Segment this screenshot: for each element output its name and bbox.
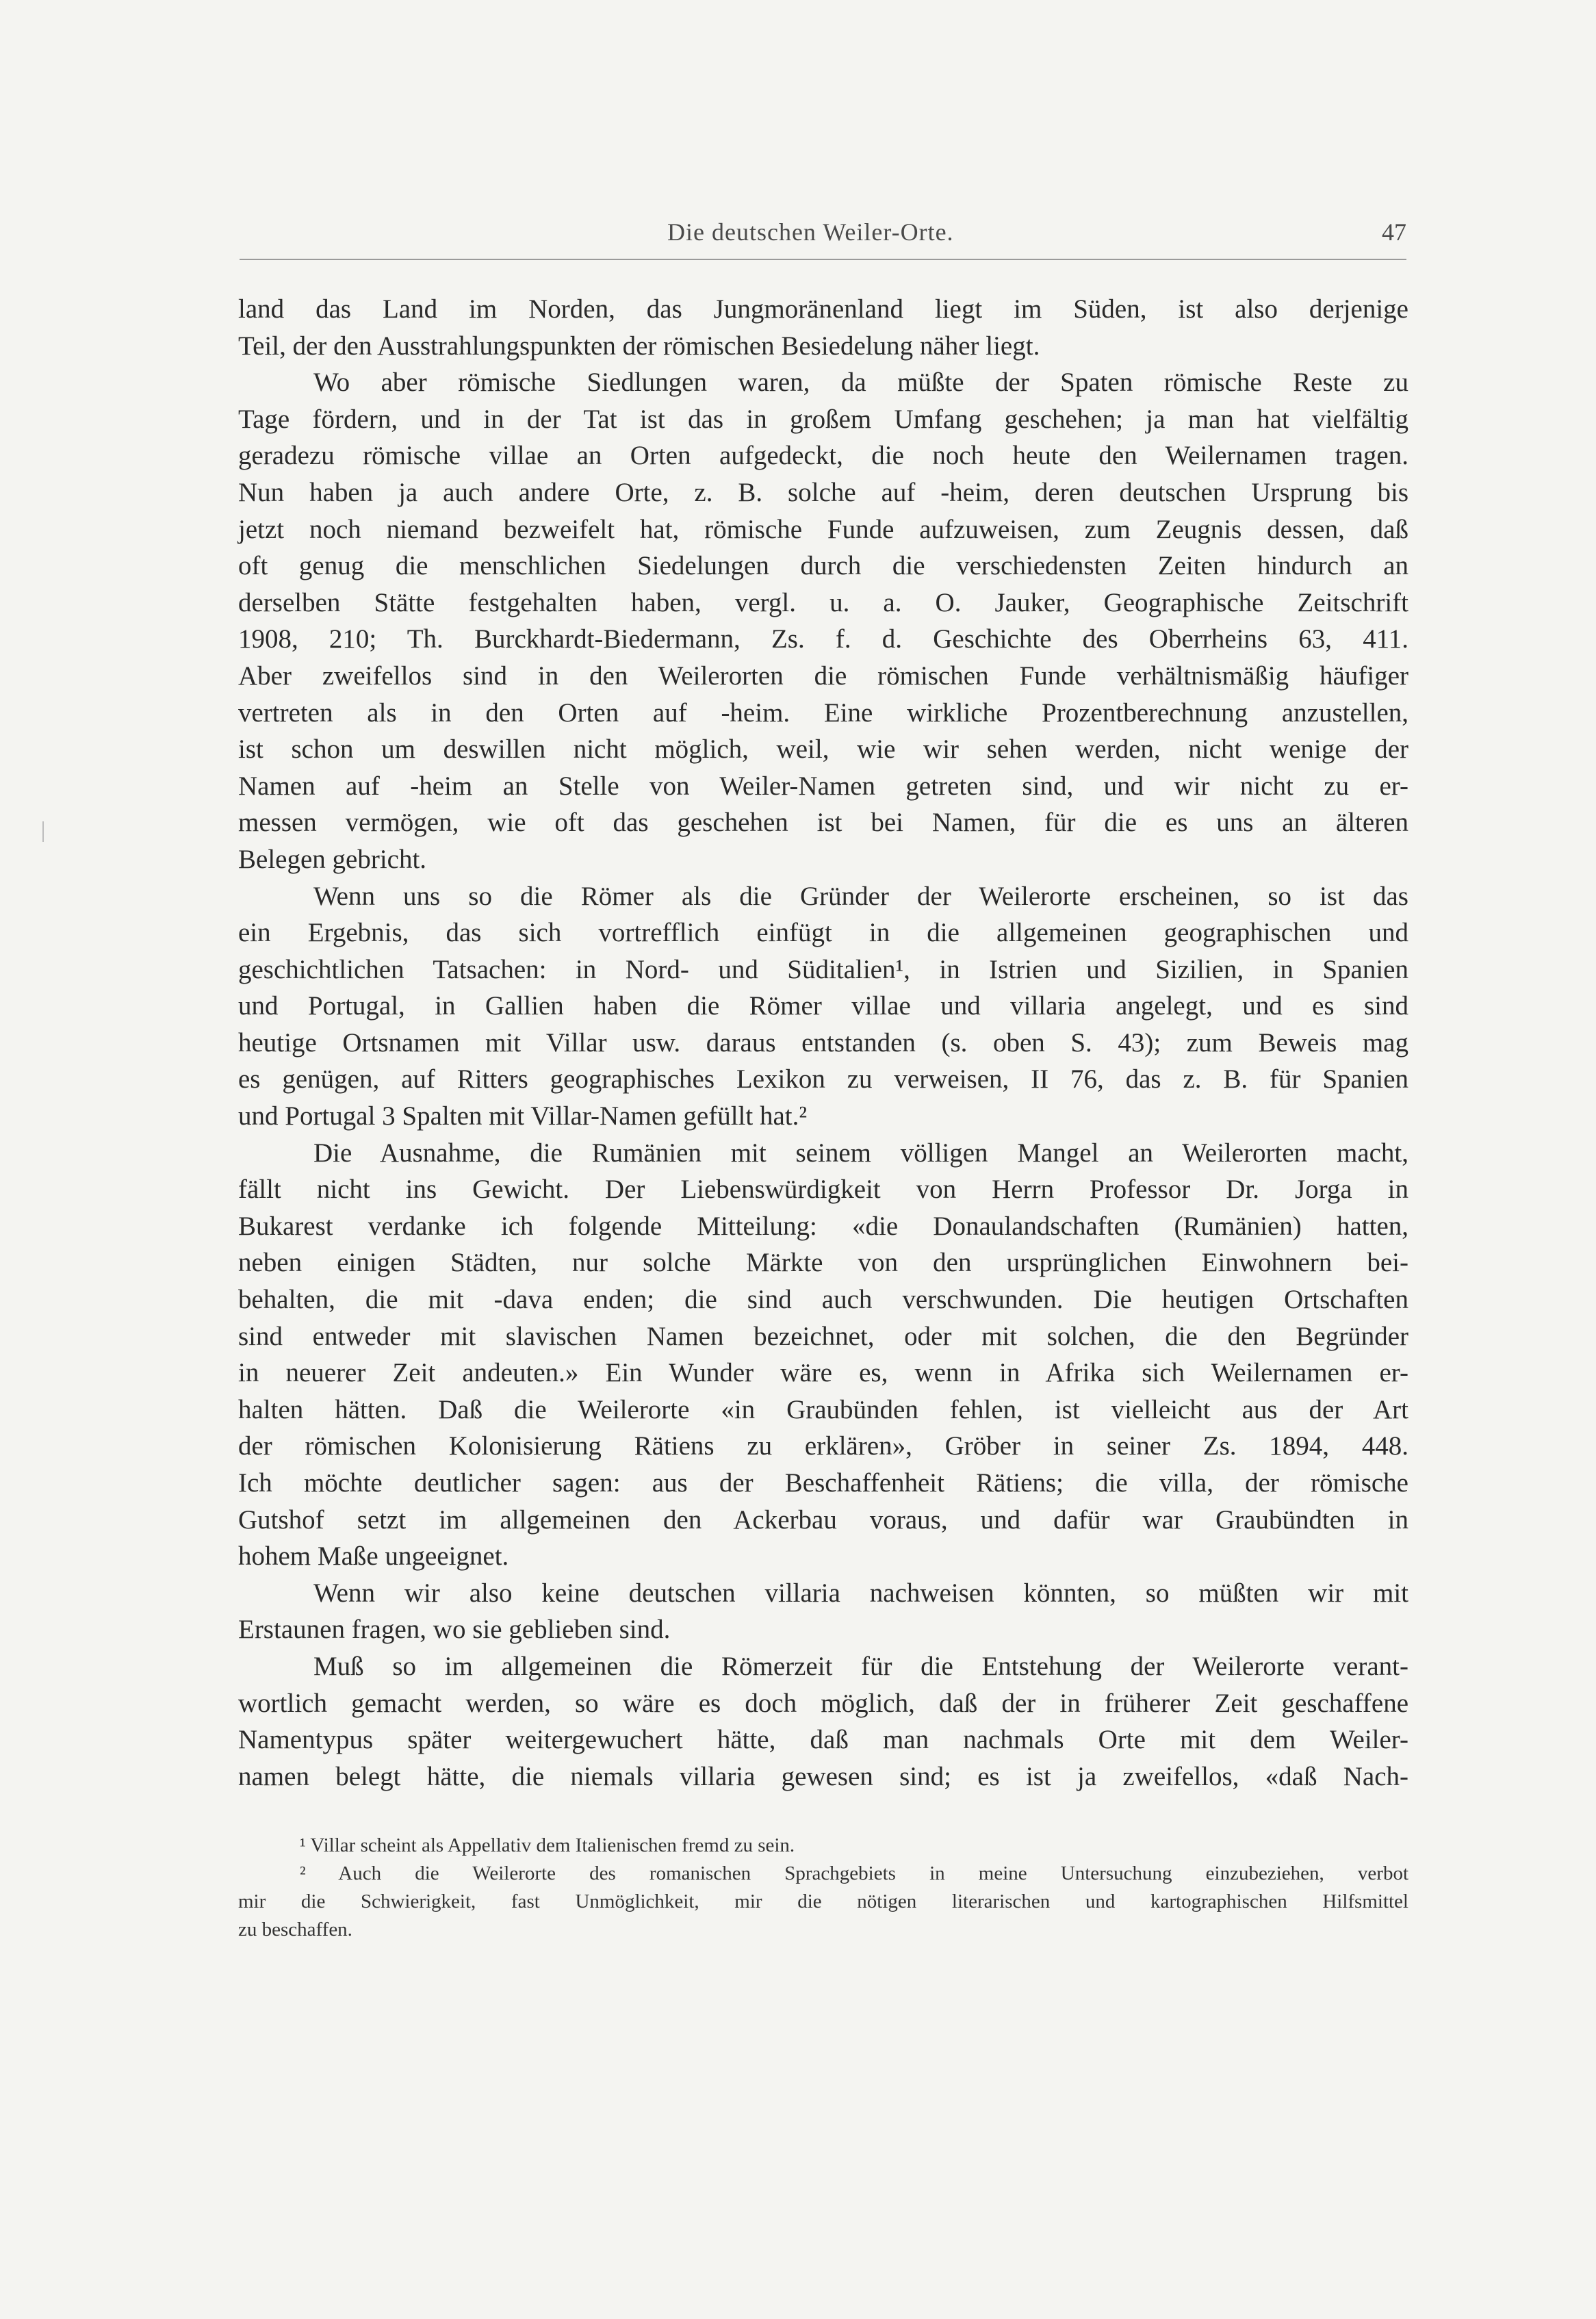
- text-line: neben einigen Städten, nur solche Märkte von den ursprünglichen Einwohnern bei-: [238, 1248, 1408, 1278]
- text-line: ein Ergebnis, das sich vortrefflich einfügt in die allgemeinen geographischen und: [238, 918, 1408, 948]
- text-line: Wenn wir also keine deutschen villaria nachweisen könnten, so müßten wir mit: [313, 1578, 1408, 1608]
- text-line: geradezu römische villae an Orten aufgedeckt, die noch heute den Weilernamen tragen.: [238, 441, 1408, 471]
- text-line: hohem Maße ungeeignet.: [238, 1541, 509, 1572]
- text-line: Wenn uns so die Römer als die Gründer der Weilerorte erscheinen, so ist das: [313, 881, 1408, 911]
- footnote: ² Auch die Weilerorte des romanischen Sprachgebiets in meine Untersuchung einzubeziehen, verbot: [300, 1862, 1408, 1884]
- margin-mark: [42, 821, 44, 842]
- text-line: derselben Stätte festgehalten haben, vergl. u. a. O. Jauker, Geographische Zeitschrift: [238, 587, 1408, 617]
- text-line: heutige Ortsnamen mit Villar usw. daraus entstanden (s. oben S. 43); zum Beweis mag: [238, 1027, 1408, 1058]
- text-line: Tage fördern, und in der Tat ist das in großem Umfang geschehen; ja man hat vielfältig: [238, 404, 1408, 434]
- text-line: ist schon um deswillen nicht möglich, weil, wie wir sehen werden, nicht wenige der: [238, 734, 1408, 765]
- text-line: Erstaunen fragen, wo sie geblieben sind.: [238, 1615, 671, 1645]
- running-head: [240, 218, 1406, 260]
- body-text: [238, 291, 1408, 1795]
- footnotes: [238, 1832, 1408, 1944]
- text-line: sind entweder mit slavischen Namen bezeichnet, oder mit solchen, die den Begründer: [238, 1321, 1408, 1351]
- text-line: Nun haben ja auch andere Orte, z. B. solche auf -heim, deren deutschen Ursprung bis: [238, 477, 1408, 507]
- page-number: 47: [1382, 218, 1406, 246]
- text-line: oft genug die menschlichen Siedelungen durch die verschiedensten Zeiten hindurch an: [238, 551, 1408, 581]
- text-line: und Portugal, in Gallien haben die Römer villae und villaria angelegt, und es sind: [238, 991, 1408, 1021]
- text-line: jetzt noch niemand bezweifelt hat, römische Funde aufzuweisen, zum Zeugnis dessen, daß: [238, 514, 1408, 544]
- text-line: fällt nicht ins Gewicht. Der Liebenswürdigkeit von Herrn Professor Dr. Jorga in: [238, 1175, 1408, 1205]
- text-line: Bukarest verdanke ich folgende Mitteilung: «die Donaulandschaften (Rumänien) hatten,: [238, 1211, 1408, 1241]
- text-line: namen belegt hätte, die niemals villaria gewesen sind; es ist ja zweifellos, «daß Nach-: [238, 1761, 1408, 1791]
- text-line: Muß so im allgemeinen die Römerzeit für die Entstehung der Weilerorte verant-: [313, 1651, 1408, 1681]
- text-line: Die Ausnahme, die Rumänien mit seinem völligen Mangel an Weilerorten macht,: [313, 1138, 1408, 1168]
- text-line: Belegen gebricht.: [238, 844, 427, 874]
- text-line: vertreten als in den Orten auf -heim. Eine wirkliche Prozentberechnung anzustellen,: [238, 697, 1408, 728]
- text-line: halten hätten. Daß die Weilerorte «in Graubünden fehlen, ist vielleicht aus der Art: [238, 1394, 1408, 1424]
- text-line: es genügen, auf Ritters geographisches Lexikon zu verweisen, II 76, das z. B. für Spanien: [238, 1064, 1408, 1094]
- text-line: Namen auf -heim an Stelle von Weiler-Namen getreten sind, und wir nicht zu er-: [238, 771, 1408, 801]
- text-line: Gutshof setzt im allgemeinen den Ackerbau voraus, und dafür war Graubündten in: [238, 1504, 1408, 1535]
- text-line: Namentypus später weitergewuchert hätte, daß man nachmals Orte mit dem Weiler-: [238, 1725, 1408, 1755]
- footnote: ¹ Villar scheint als Appellativ dem Italienischen fremd zu sein.: [300, 1834, 795, 1856]
- text-line: Ich möchte deutlicher sagen: aus der Beschaffenheit Rätiens; die villa, der römische: [238, 1468, 1408, 1498]
- footnote-continuation: zu beschaffen.: [238, 1919, 352, 1940]
- text-line: messen vermögen, wie oft das geschehen ist bei Namen, für die es uns an älteren: [238, 808, 1408, 838]
- text-line: Aber zweifellos sind in den Weilerorten die römischen Funde verhältnismäßig häufiger: [238, 661, 1408, 691]
- footnote-continuation: mir die Schwierigkeit, fast Unmöglichkeit, mir die nötigen literarischen und kartographischen Hilfsmittel: [238, 1891, 1408, 1912]
- text-line: wortlich gemacht werden, so wäre es doch möglich, daß der in früherer Zeit geschaffene: [238, 1688, 1408, 1718]
- text-line: 1908, 210; Th. Burckhardt-Biedermann, Zs. f. d. Geschichte des Oberrheins 63, 411.: [238, 624, 1408, 654]
- running-head-title: Die deutschen Weiler-Orte.: [667, 218, 954, 246]
- text-line: Wo aber römische Siedlungen waren, da müßte der Spaten römische Reste zu: [313, 368, 1408, 398]
- text-line: und Portugal 3 Spalten mit Villar-Namen gefüllt hat.²: [238, 1101, 808, 1131]
- text-line: land das Land im Norden, das Jungmoränenland liegt im Süden, ist also derjenige: [238, 294, 1408, 324]
- text-line: Teil, der den Ausstrahlungspunkten der römischen Besiedelung näher liegt.: [238, 331, 1040, 361]
- text-line: geschichtlichen Tatsachen: in Nord- und Süditalien¹, in Istrien und Sizilien, in Spanien: [238, 954, 1408, 984]
- text-line: der römischen Kolonisierung Rätiens zu erklären», Gröber in seiner Zs. 1894, 448.: [238, 1431, 1408, 1461]
- text-line: in neuerer Zeit andeuten.» Ein Wunder wäre es, wenn in Afrika sich Weilernamen er-: [238, 1358, 1408, 1388]
- text-line: behalten, die mit -dava enden; die sind auch verschwunden. Die heutigen Ortschaften: [238, 1285, 1408, 1315]
